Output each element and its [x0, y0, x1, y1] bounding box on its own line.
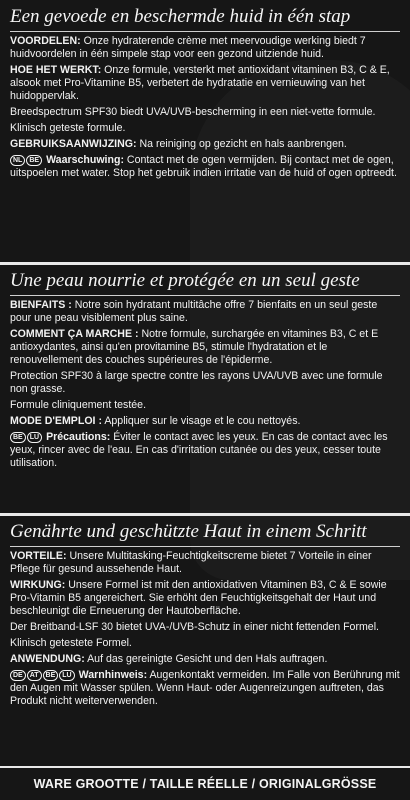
- warning-text: Éviter le contact avec les yeux. En cas de contact avec les yeux, rincer avec de l'eau. En cas d'irritation cutanée ou des yeux, cesser toute utilisation.: [10, 431, 388, 469]
- section-divider: [0, 766, 410, 768]
- spf-paragraph: Protection SPF30 à large spectre contre les rayons UVA/UVB avec une formule non grasse.: [10, 370, 383, 395]
- how-paragraph: [10, 579, 400, 618]
- warning-paragraph: [10, 669, 400, 708]
- how-paragraph: [10, 328, 400, 367]
- how-text: Onze formule, versterkt met antioxidant vitaminen B3, C & E, alsook met Pro-Vitamine B5, verbetert de hydratatie en vernieuwing van het huidoppervlak.: [10, 64, 390, 102]
- section-heading: Genährte und geschützte Haut in einem Schritt: [10, 521, 367, 542]
- usage-label: MODE D'EMPLOI :: [10, 415, 102, 427]
- how-text: Notre formule, surchargée en vitamines B3, C et E antioxydantes, ainsi qu'en provitamine B5, stimule l'hydratation et le renouvellement des couches supérieures de l'épiderme.: [10, 328, 379, 366]
- how-paragraph: [10, 64, 400, 103]
- warning-label: Warnhinweis:: [78, 669, 148, 681]
- warning-paragraph: [10, 431, 400, 470]
- benefits-text: Onze hydraterende crème met meervoudige werking biedt 7 huidvoordelen in één simpele stap voor een gezond uitziende huid.: [10, 35, 366, 60]
- how-label: COMMENT ÇA MARCHE :: [10, 328, 139, 340]
- warning-label: Waarschuwing:: [46, 154, 124, 166]
- spf-paragraph: Der Breitband-LSF 30 bietet UVA-/UVB-Schutz in einer nicht fettenden Formel.: [10, 621, 379, 633]
- country-badge: LU: [27, 432, 42, 443]
- actual-size-footer: WARE GROOTTE / TAILLE RÉELLE / ORIGINALGRÖSSE: [33, 777, 377, 791]
- benefits-paragraph: [10, 35, 400, 61]
- warning-label: Précautions:: [46, 431, 111, 443]
- section-heading: Une peau nourrie et protégée en un seul geste: [10, 270, 360, 291]
- usage-text: Auf das gereinigte Gesicht und den Hals auftragen.: [84, 653, 328, 665]
- country-badges: [10, 431, 43, 444]
- usage-label: ANWENDUNG:: [10, 653, 85, 665]
- how-label: WIRKUNG:: [10, 579, 66, 591]
- how-label: HOE HET WERKT:: [10, 64, 102, 76]
- warning-text: Contact met de ogen vermijden. Bij contact met de ogen, uitspoelen met water. Stop het gebruik indien irritatie van de huid of ogen optreedt.: [10, 154, 397, 179]
- heading-rule: [10, 31, 400, 32]
- tested-paragraph: Klinisch getestete Formel.: [10, 637, 132, 649]
- country-badge: BE: [10, 432, 26, 443]
- spf-paragraph: Breedspectrum SPF30 biedt UVA/UVB-bescherming in een niet-vette formule.: [10, 106, 376, 118]
- country-badge: NL: [10, 155, 25, 166]
- how-text: Unsere Formel ist mit den antioxidativen Vitaminen B3, C & E sowie Pro-Vitamin B5 angereichert. Sie erhöht den Feuchtigkeitsgehalt der Haut und beschleunigt die Erneuerung der Hautoberfläche.: [10, 579, 387, 617]
- section-divider: [0, 513, 410, 516]
- tested-paragraph: Formule cliniquement testée.: [10, 399, 147, 411]
- warning-text: Augenkontakt vermeiden. Im Falle von Berührung mit den Augen mit Wasser spülen. Wenn Haut- oder Augenreizungen auftreten, das Produkt nicht weiterverwenden.: [10, 669, 400, 707]
- benefits-text: Unsere Multitasking-Feuchtigkeitscreme bietet 7 Vorteile in einer Pflege für gesund aussehende Haut.: [10, 550, 372, 575]
- warning-paragraph: [10, 154, 400, 180]
- section-fr: [0, 270, 410, 473]
- country-badge: BE: [43, 670, 59, 681]
- usage-paragraph: [10, 138, 400, 151]
- country-badge: AT: [27, 670, 42, 681]
- benefits-label: BIENFAITS :: [10, 299, 72, 311]
- section-divider: [0, 262, 410, 265]
- country-badges: [10, 154, 43, 167]
- usage-paragraph: [10, 653, 400, 666]
- section-de: [0, 521, 410, 711]
- country-badge: LU: [59, 670, 74, 681]
- heading-rule: [10, 295, 400, 296]
- benefits-label: VORTEILE:: [10, 550, 67, 562]
- tested-paragraph: Klinisch geteste formule.: [10, 122, 126, 134]
- usage-paragraph: [10, 415, 400, 428]
- benefits-paragraph: [10, 299, 400, 325]
- section-heading: Een gevoede en beschermde huid in één stap: [10, 6, 351, 27]
- country-badges: [10, 669, 76, 682]
- benefits-paragraph: [10, 550, 400, 576]
- usage-text: Appliquer sur le visage et le cou nettoyés.: [101, 415, 301, 427]
- country-badge: DE: [10, 670, 26, 681]
- usage-text: Na reiniging op gezicht en hals aanbrengen.: [136, 138, 347, 150]
- usage-label: GEBRUIKSAANWIJZING:: [10, 138, 137, 150]
- heading-rule: [10, 546, 400, 547]
- section-nl: [0, 6, 410, 183]
- benefits-text: Notre soin hydratant multitâche offre 7 bienfaits en un seul geste pour une peau visiblement plus saine.: [10, 299, 378, 324]
- country-badge: BE: [26, 155, 42, 166]
- benefits-label: VOORDELEN:: [10, 35, 81, 47]
